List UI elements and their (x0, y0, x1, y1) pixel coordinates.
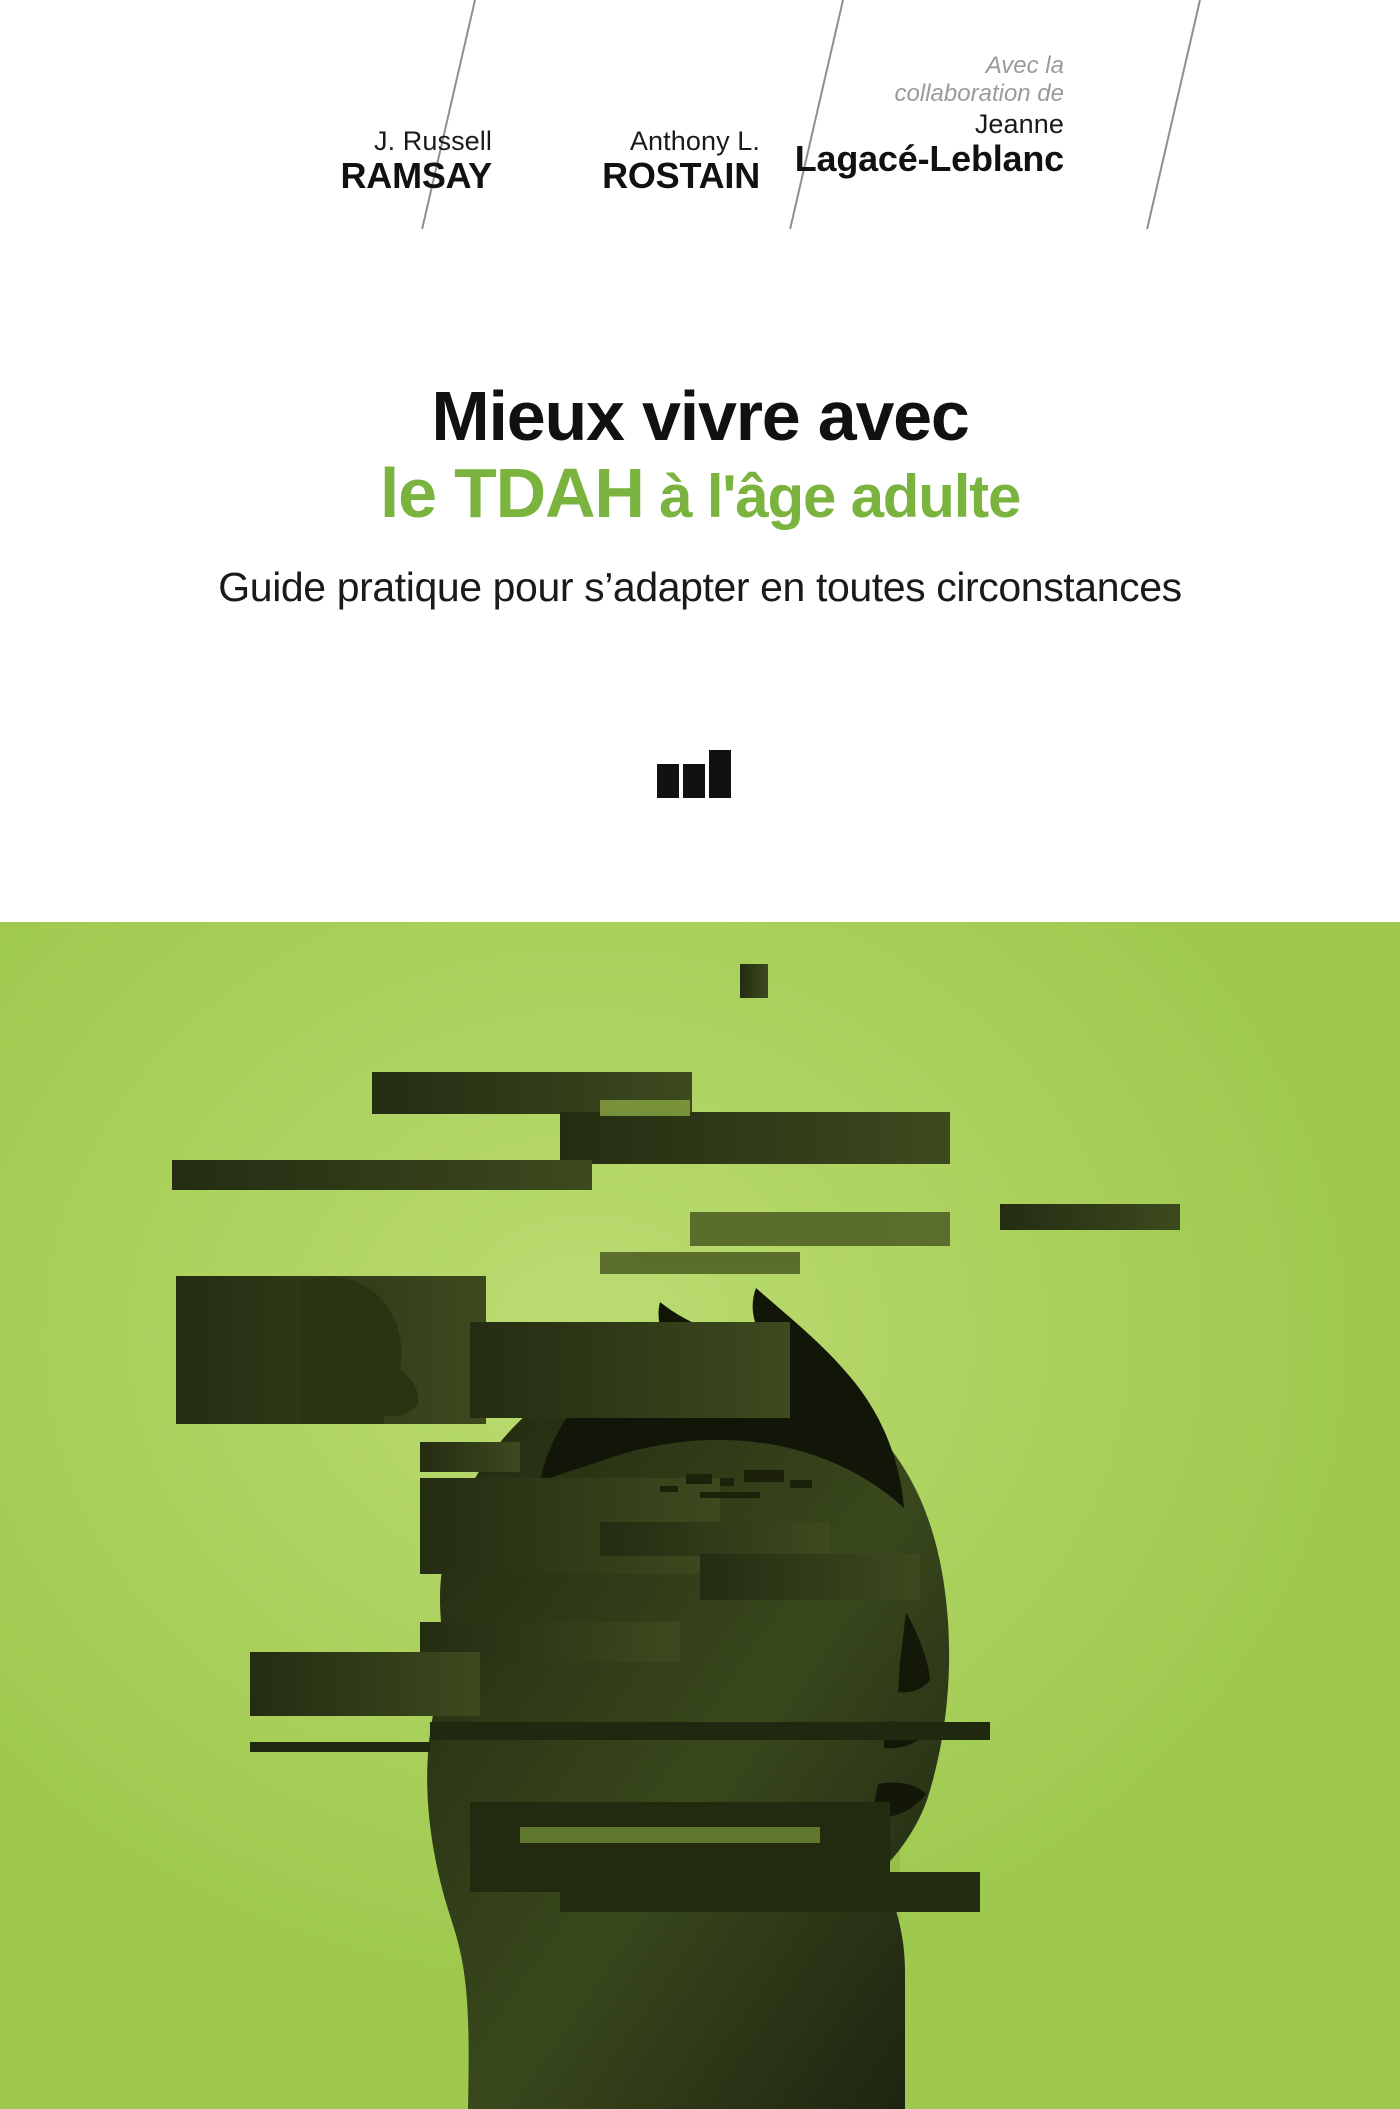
author-lagace-leblanc (795, 52, 1064, 179)
book-title-line-2 (0, 453, 1400, 534)
author-family-name: RAMSAY (340, 155, 492, 197)
publisher-logo-icon (657, 750, 743, 812)
book-title-highlight: le TDAH (379, 453, 644, 532)
author-rostain (602, 126, 760, 197)
collaboration-label-line-1: Avec la (985, 52, 1064, 79)
author-given-name: Anthony L. (629, 126, 760, 156)
author-given-name: J. Russell (373, 126, 492, 156)
authors-block (0, 0, 1400, 250)
cover-illustration (0, 922, 1400, 2109)
book-title-line-2-rest: à l'âge adulte (643, 462, 1021, 530)
title-block (0, 377, 1400, 611)
book-title-line-1: Mieux vivre avec (431, 377, 969, 455)
book-subtitle: Guide pratique pour s’adapter en toutes circonstances (218, 563, 1182, 610)
decorative-slash-3 (1146, 0, 1201, 229)
author-given-name: Jeanne (974, 108, 1064, 139)
author-family-name: ROSTAIN (602, 155, 760, 197)
glitched-profile-portrait-icon (0, 922, 1400, 2109)
author-ramsay (340, 126, 492, 197)
author-family-name: Lagacé-Leblanc (794, 137, 1064, 179)
collaboration-label-line-2: collaboration de (894, 80, 1064, 108)
publisher-logo (0, 750, 1400, 812)
